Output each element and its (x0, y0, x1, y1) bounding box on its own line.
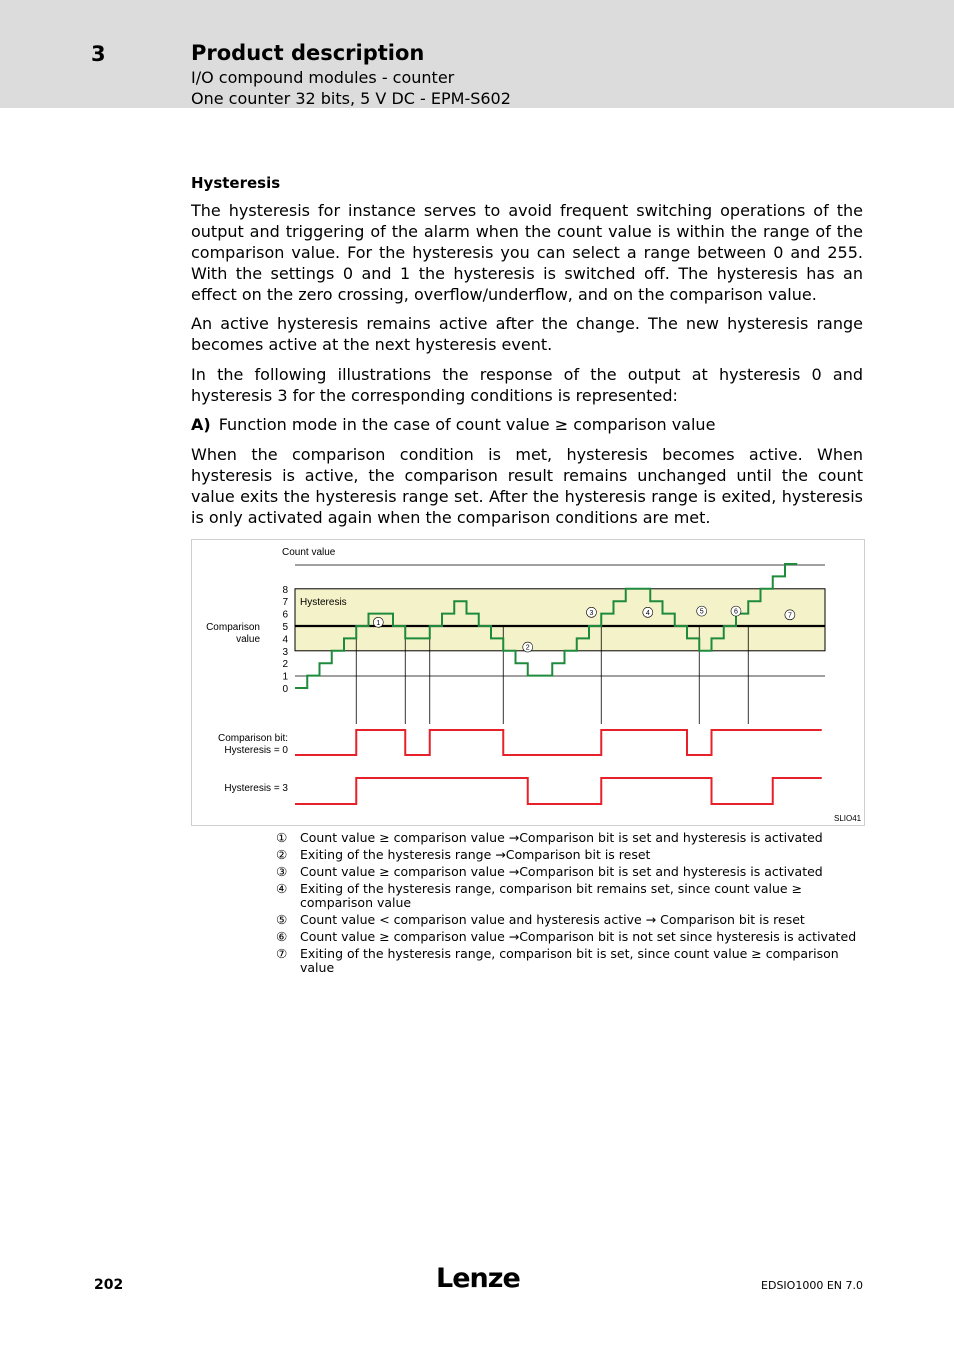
y-tick-label: 7 (282, 597, 288, 609)
hysteresis-label: Hysteresis (300, 597, 347, 608)
legend-text: Exiting of the hysteresis range, comparison bit remains set, since count value ≥ comparison value (300, 881, 803, 910)
comparison-bit-label-1: Comparison bit: (217, 733, 288, 744)
section-heading: Hysteresis (191, 174, 281, 192)
legend-number: ⑤ (276, 912, 288, 927)
y-tick-label: 0 (282, 684, 288, 695)
comparison-bit-label-2: Hysteresis = 0 (224, 745, 288, 756)
comparison-value-label-2: value (236, 634, 260, 645)
count-value-label: Count value (282, 547, 336, 558)
y-tick-label: 1 (282, 671, 288, 683)
legend-number: ① (276, 830, 288, 845)
y-tick-label: 2 (282, 659, 288, 671)
paragraph-3: In the following illustrations the response of the output at hysteresis 0 and hysteresis 3 for the corresponding conditions is represented: (191, 365, 863, 405)
hysteresis3-label: Hysteresis = 3 (224, 783, 288, 794)
legend-item (276, 848, 866, 862)
marker-label: 7 (787, 612, 792, 620)
legend-item (276, 831, 866, 845)
hysteresis-chart (192, 540, 864, 825)
marker-label: 6 (734, 608, 738, 616)
marker-label: 3 (589, 609, 594, 617)
comparison-bit-h3-series (295, 778, 822, 804)
page-title: Product description (191, 41, 425, 65)
legend-number: ⑦ (276, 946, 288, 961)
legend-text: Count value ≥ comparison value →Comparison bit is set and hysteresis is activated (300, 830, 823, 845)
y-tick-label: 4 (282, 634, 288, 646)
list-item-a-text: Function mode in the case of count value ≥ comparison value (218, 415, 716, 434)
legend-number: ⑥ (276, 929, 288, 944)
legend-text: Count value ≥ comparison value →Comparison bit is not set since hysteresis is activated (300, 929, 857, 944)
comparison-value-label-1: Comparison (206, 622, 260, 633)
paragraph-2: An active hysteresis remains active after the change. The new hysteresis range becomes active at the next hysteresis event. (191, 314, 863, 354)
figure-id: SLIO41 (834, 814, 862, 823)
legend-item (276, 865, 866, 879)
page-subtitle-2: One counter 32 bits, 5 V DC - EPM-S602 (191, 89, 511, 108)
y-tick-label: 8 (282, 584, 288, 596)
legend-item (276, 913, 866, 927)
marker-label: 2 (525, 644, 530, 652)
page-number: 202 (94, 1277, 124, 1293)
chapter-number: 3 (91, 42, 106, 66)
legend-number: ② (276, 847, 288, 862)
figure-legend (276, 831, 866, 978)
hysteresis-figure (191, 539, 865, 826)
legend-item (276, 882, 866, 910)
marker-label: 4 (645, 609, 650, 617)
paragraph-4: When the comparison condition is met, hysteresis becomes active. When hysteresis is active, the comparison result remains unchanged until the count value exits the hysteresis range set. After the hysteresis range is exited, hysteresis is only activated again when the comparison conditions are met. (191, 445, 863, 527)
paragraph-1: The hysteresis for instance serves to avoid frequent switching operations of the output and triggering of the alarm when the count value is within the range of the comparison value. For the hysteresis you can select a range between 0 and 255. With the settings 0 and 1 the hysteresis is switched off. The hysteresis has an effect on the zero crossing, overflow/underflow, and on the comparison value. (191, 201, 863, 304)
legend-text: Count value ≥ comparison value →Comparison bit is set and hysteresis is activated (300, 864, 823, 879)
y-tick-label: 6 (282, 609, 288, 621)
comparison-bit-h0-series (295, 730, 822, 755)
list-item-a-mark: A) (191, 415, 211, 434)
legend-text: Count value < comparison value and hysteresis active → Comparison bit is reset (300, 912, 805, 927)
y-tick-label: 3 (282, 646, 288, 658)
legend-item (276, 947, 866, 975)
legend-number: ④ (276, 881, 288, 896)
y-tick-label: 5 (282, 622, 288, 633)
legend-text: Exiting of the hysteresis range, comparison bit is set, since count value ≥ comparison value (300, 946, 839, 975)
lenze-logo: Lenze (436, 1263, 520, 1294)
legend-item (276, 930, 866, 944)
page-subtitle-1: I/O compound modules - counter (191, 68, 455, 87)
document-reference: EDSIO1000 EN 7.0 (761, 1279, 863, 1292)
legend-number: ③ (276, 864, 288, 879)
legend-text: Exiting of the hysteresis range →Comparison bit is reset (300, 847, 651, 862)
marker-label: 5 (699, 608, 704, 616)
list-item-a (191, 414, 863, 435)
marker-label: 1 (376, 619, 381, 627)
